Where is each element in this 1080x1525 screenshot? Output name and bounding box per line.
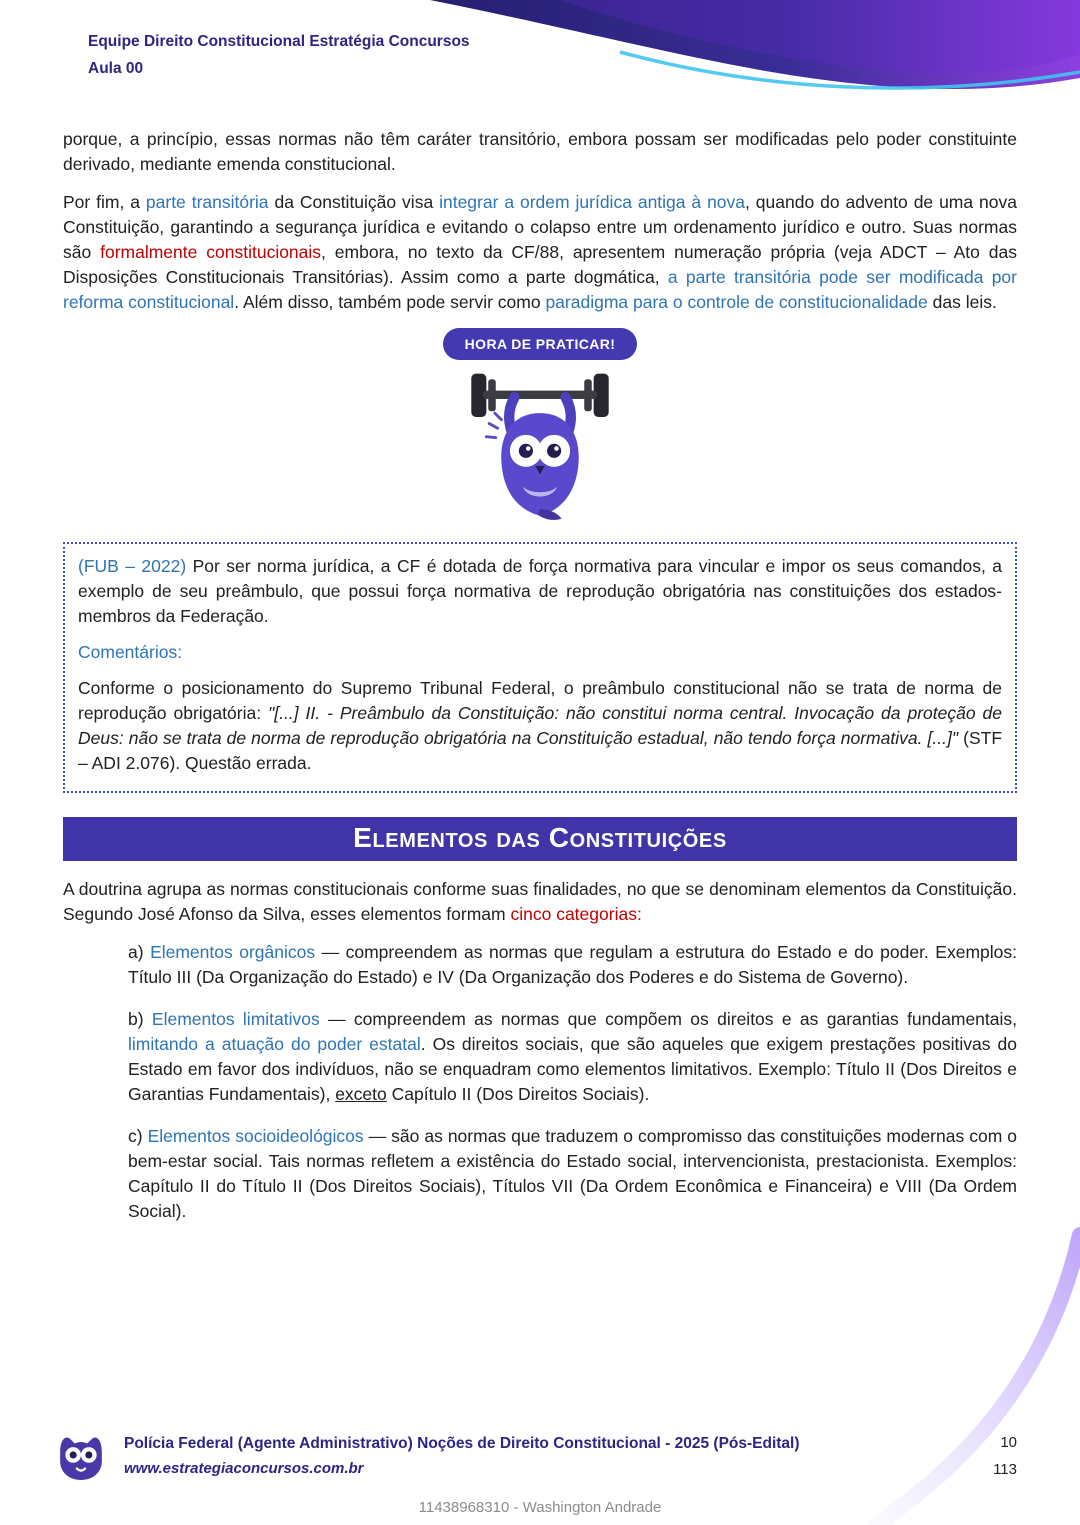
page-indicator [993, 1429, 1017, 1483]
document-content [63, 127, 1017, 1241]
footer-left [56, 1431, 800, 1481]
owl-lifting-barbell-icon [455, 368, 625, 528]
paragraph-transitional-norms: porque, a princípio, essas normas não têm caráter transitório, embora possam ser modificadas pelo poder constituinte derivado, mediante emenda constitucional. [63, 129, 1017, 174]
practice-badge: HORA DE PRATICAR! [443, 328, 638, 360]
header-team-label: Equipe Direito Constitucional Estratégia Concursos [88, 33, 470, 50]
question-statement: (FUB – 2022) Por ser norma jurídica, a CF é dotada de força normativa para vincular e impor os seus comandos, a exemplo de seu preâmbulo, que possui força normativa de reprodução obrigatória nas constituições dos estados-membros da Federação. [78, 556, 1002, 626]
list-item-a: a) Elementos orgânicos — compreendem as normas que regulam a estrutura do Estado e do poder. Exemplos: Título III (Da Organização do Estado) e IV (Da Organização dos Poderes e do Sistema de Governo). [128, 942, 1017, 987]
footer-text-block [124, 1435, 800, 1477]
section-title: Elementos das Constituições [353, 822, 727, 853]
question-comment: Conforme o posicionamento do Supremo Tribunal Federal, o preâmbulo constitucional não se trata de norma de reprodução obrigatória: "[...] II. - Preâmbulo da Constituição: não constitui norma central. Invocação da proteção de Deus: não se trata de norma de reprodução obrigatória na Constituição estadual, não tendo força normativa. [...]" (STF – ADI 2.076). Questão errada. [78, 678, 1003, 773]
list-item-b: b) Elementos limitativos — compreendem as normas que compõem os direitos e as garantias fundamentais, limitando a atuação do poder estatal. Os direitos sociais, que são aqueles que exigem prestações positivas do Estado em favor dos indivíduos, não se enquadram como elementos limitativos. Exemplo: Título II (Dos Direitos e Garantias Fundamentais), exceto Capítulo II (Dos Direitos Sociais). [128, 1009, 1017, 1104]
list-item-c: c) Elementos socioideológicos — são as normas que traduzem o compromisso das constituições modernas com o bem-estar social. Tais normas refletem a existência do Estado social, intervencionista, prestacionista. Exemplos: Capítulo II do Título II (Dos Direitos Sociais), Títulos VII (Da Ordem Econômica e Financeira) e VIII (Da Ordem Social). [128, 1126, 1017, 1221]
page-number: 10 [1000, 1434, 1017, 1451]
watermark-text: 11438968310 - Washington Andrade [418, 1499, 662, 1516]
paragraph-parte-transitoria: Por fim, a parte transitória da Constituição visa integrar a ordem jurídica antiga à nova, quando do advento de uma nova Constituição, garantindo a segurança jurídica e evitando o colapso entre um ordenamento jurídico e outro. Suas normas são formalmente constitucionais, embora, no texto da CF/88, apresentem numeração própria (veja ADCT – Ato das Disposições Constitucionais Transitórias). Assim como a parte dogmática, a parte transitória pode ser modificada por reforma constitucional. Além disso, também pode servir como paradigma para o controle de constitucionalidade das leis. [63, 192, 1018, 312]
section-banner [63, 817, 1017, 861]
question-box [63, 542, 1017, 793]
paragraph-elements-intro: A doutrina agrupa as normas constitucionais conforme suas finalidades, no que se denominam elementos da Constituição. Segundo José Afonso da Silva, esses elementos formam cinco categorias: [63, 879, 1017, 924]
practice-section [63, 328, 1017, 528]
footer-website-link[interactable]: www.estrategiaconcursos.com.br [124, 1460, 364, 1477]
page-header [88, 28, 470, 82]
footer-course-title: Polícia Federal (Agente Administrativo) Noções de Direito Constitucional - 2025 (Pós-Edital) [124, 1435, 800, 1452]
comments-label: Comentários: [78, 642, 183, 662]
page-footer [56, 1429, 1017, 1483]
estrategia-owl-logo [56, 1431, 106, 1481]
header-lesson-label: Aula 00 [88, 60, 144, 78]
total-pages: 113 [993, 1461, 1017, 1478]
